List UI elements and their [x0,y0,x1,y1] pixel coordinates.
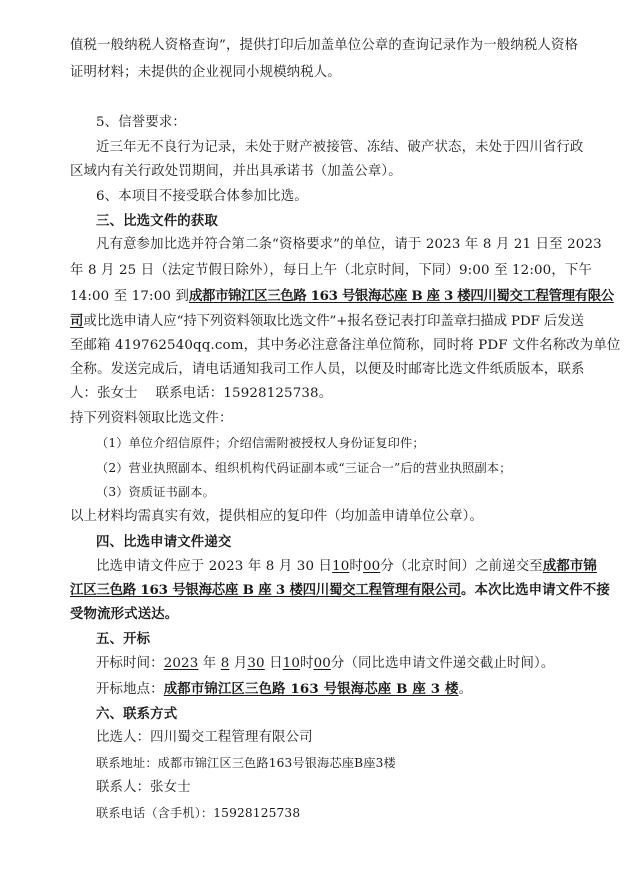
opening-time-line [96,655,554,673]
contact-line: 比选人：四川蜀交工程管理有限公司 [96,730,313,745]
text-line [70,581,610,600]
text-line: 凡有意参加比选并符合第二条“资格要求”的单位，请于 2023 年 8 月 21 日至 2023 [96,237,602,252]
text-segment: 。 [458,682,473,697]
text-line [96,557,597,576]
opening-day: 30 [247,656,265,671]
address-underlined: 成都市锦江区三色路 163 号银海芯座 B 座 3 楼 [163,681,459,697]
text-line: 值税一般纳税人资格查询”，提供打印后加盖单位公章的查询记录作为一般纳税人资格 [70,38,578,53]
text-line: 人：张女士 联系电话：15928125738。 [70,386,333,401]
list-item: （1）单位介绍信原件；介绍信需附被授权人身份证复印件； [96,436,425,450]
text-line: 以上材料均需真实有效，提供相应的复印件（均加盖申请单位公章）。 [70,509,484,524]
text-segment: 分（同比选申请文件递交截止时间）。 [330,656,555,671]
opening-month: 8 [220,656,230,671]
text-segment: 月 [229,656,248,671]
deadline-minute: 00 [362,559,381,574]
text-segment: 。本次比选申请文件不接 [460,582,610,598]
section-heading: 六、联系方式 [96,706,178,722]
text-line: 至邮箱 419762540qq.com，其中务必注意备注单位简称，同时将 PDF 文件名称改为单位 [70,338,621,353]
text-segment: 比选申请文件应于 2023 年 8 月 30 日 [96,559,333,574]
text-segment: 日 [264,656,283,671]
deadline-hour: 10 [332,559,350,574]
address-underlined: 成都市锦江区三色路 163 号银海芯座 B 座 3 楼四川蜀交工程管理有限公 [188,288,614,304]
section-heading: 五、开标 [96,631,151,647]
contact-line: 联系人：张女士 [96,780,191,795]
opening-year: 2023 [163,656,199,671]
opening-place-line [96,680,472,699]
section-heading: 三、比选文件的获取 [96,213,218,229]
text-line: 证明材料；未提供的企业视同小规模纳税人。 [70,65,341,80]
contact-line: 联系电话（含手机）：15928125738 [96,806,301,820]
text-line: 持下列资料领取比选文件： [70,411,233,426]
field-label: 开标时间： [96,656,164,671]
text-line: 近三年无不良行为记录，未处于财产被接管、冻结、破产状态，未处于四川省行政 [96,140,584,155]
text-line: 年 8 月 25 日（法定节假日除外），每日上午（北京时间，下同）9:00 至 12:00，下午 [70,263,592,278]
address-underlined: 成都市锦 [542,558,597,574]
text-segment: 年 [198,656,221,671]
list-item: （3）资质证书副本。 [96,485,215,499]
section-item: 5、信誉要求： [96,115,186,130]
text-line: 全称。发送完成后，请电话通知我司工作人员，以便及时邮寄比选文件纸质版本，联系 [70,362,585,377]
text-line [70,287,614,306]
text-line [70,312,584,331]
contact-line: 联系地址：成都市锦江区三色路163号银海芯座B座3楼 [96,756,396,770]
text-segment: 分（北京时间）之前递交至 [380,559,543,574]
address-underlined: 江区三色路 163 号银海芯座 B 座 3 楼四川蜀交工程管理有限公司 [70,582,461,598]
list-item: （2）营业执照副本、组织机构代码证副本或“三证合一”后的营业执照副本； [96,461,512,475]
text-segment: 或比选申请人应“持下列资料领取比选文件”+报名登记表打印盖章扫描成 PDF 后发送 [83,314,584,329]
text-line: 区域内有关行政处罚期间，并出具承诺书（加盖公章）。 [70,164,402,179]
text-segment: 时 [300,656,314,671]
text-segment: 时 [349,559,363,574]
text-segment: 14:00 至 17:00 到 [70,289,189,304]
field-label: 开标地点： [96,682,164,697]
opening-minute: 00 [313,656,331,671]
text-line: 受物流形式送达。 [70,606,179,622]
address-underlined: 司 [70,313,84,329]
opening-hour: 10 [282,656,301,671]
section-heading: 四、比选申请文件递交 [96,534,232,550]
section-item: 6、本项目不接受联合体参加比选。 [96,189,308,204]
